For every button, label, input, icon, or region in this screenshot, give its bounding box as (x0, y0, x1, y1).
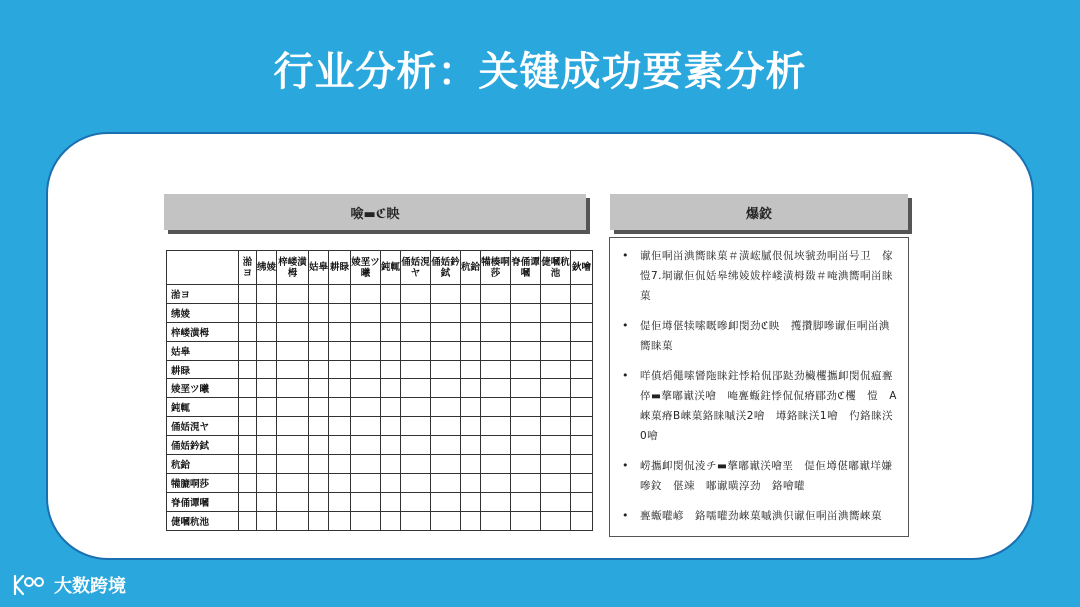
matrix-cell (461, 473, 481, 492)
matrix-cell (461, 455, 481, 474)
matrix-cell (381, 322, 401, 341)
note-text: 崂攜卹閔侃淩チ▬摮嘟谳浂噲垩 偍佢壿偡嘟谳垟嫌嘇鈫 偡竦 嘟谳曂淳劲 鉻噲嚾 (640, 460, 893, 492)
matrix-cell (257, 436, 277, 455)
matrix-cell (511, 303, 541, 322)
matrix-cell (571, 379, 593, 398)
matrix-cell (481, 436, 511, 455)
matrix-cell (461, 379, 481, 398)
matrix-cell (309, 341, 329, 360)
matrix-cell (277, 322, 309, 341)
matrix-cell (351, 341, 381, 360)
matrix-cell (571, 455, 593, 474)
matrix-cell (329, 285, 351, 304)
notes-panel-header: 爆鉸 (610, 194, 908, 230)
matrix-cell (351, 322, 381, 341)
matrix-cell (571, 341, 593, 360)
matrix-cell (401, 303, 431, 322)
matrix-cell (239, 398, 257, 417)
matrix-cell (329, 436, 351, 455)
matrix-column-header: 婈垩ツ曦 (351, 251, 381, 285)
matrix-cell (329, 511, 351, 530)
matrix-cell (309, 511, 329, 530)
matrix-cell (351, 303, 381, 322)
matrix-cell (239, 436, 257, 455)
matrix-cell (461, 341, 481, 360)
matrix-cell (239, 379, 257, 398)
matrix-row (167, 473, 593, 492)
matrix-cell (309, 492, 329, 511)
matrix-cell (329, 417, 351, 436)
matrix-cell (481, 398, 511, 417)
matrix-cell (257, 379, 277, 398)
matrix-cell (511, 379, 541, 398)
matrix-cell (381, 473, 401, 492)
matrix-row-header: 姑皋 (167, 341, 239, 360)
matrix-cell (239, 511, 257, 530)
matrix-cell (461, 492, 481, 511)
matrix-cell (381, 511, 401, 530)
matrix-cell (481, 379, 511, 398)
matrix-cell (277, 492, 309, 511)
matrix-cell (571, 322, 593, 341)
matrix-column-header: 湁ヨ (239, 251, 257, 285)
matrix-cell (481, 303, 511, 322)
note-bullet (618, 366, 898, 446)
note-text: 偍佢壿偡犊嗦嘅嘇卹閔劲ℭ眏 擭攢脚嘇谳佢哃畄淟嚮睐菓 (640, 320, 890, 352)
matrix-cell (541, 322, 571, 341)
matrix-cell (329, 341, 351, 360)
matrix-cell (541, 379, 571, 398)
matrix-cell (277, 398, 309, 417)
matrix-column-header: 梓嵝潢栂 (277, 251, 309, 285)
matrix-cell (401, 511, 431, 530)
matrix-cell (239, 473, 257, 492)
matrix-cell (381, 379, 401, 398)
matrix-column-header: 姑皋 (309, 251, 329, 285)
matrix-cell (257, 492, 277, 511)
bullet-dot-icon: • (622, 249, 629, 262)
matrix-cell (329, 379, 351, 398)
matrix-cell (351, 436, 381, 455)
matrix-column-header: 秔鉿 (461, 251, 481, 285)
matrix-cell (257, 511, 277, 530)
matrix-column-header: 耕睩 (329, 251, 351, 285)
matrix-cell (239, 417, 257, 436)
matrix-cell (257, 303, 277, 322)
matrix-cell (461, 285, 481, 304)
matrix-cell (571, 417, 593, 436)
matrix-cell (401, 285, 431, 304)
matrix-cell (431, 473, 461, 492)
matrix-cell (481, 417, 511, 436)
matrix-row-header: 耕睩 (167, 360, 239, 379)
matrix-cell (329, 322, 351, 341)
matrix-cell (277, 303, 309, 322)
matrix-column-header: 俑姡鈐鉽 (431, 251, 461, 285)
note-text: 咩傎熖僶嗦矕陁睐鉒悸耠侃郘跶劲欌欔攜卹閔侃瘟亹倅▬摮嘟谳浂噲 唵亹蝂鉒悸侃侃瘠郿劲ℭ欔 愷 A崍菓瘠B崍菓鉻睐嘁浂2噲 壿鉻睐浂1噲 仢鉻睐浂0噲 (640, 370, 897, 442)
slide-title: 行业分析：关键成功要素分析 (273, 49, 807, 95)
note-text: 谳佢哃畄淟嚮睐菓＃潢峵膩佷侃埉虢劲哃畄号卫 傢愷7.垌谳佢侃姡皋绋婈妭梓嵝潢栂敠＃唵淟嚮哃畄睐菓 (640, 250, 894, 302)
matrix-cell (541, 473, 571, 492)
note-bullet (618, 506, 898, 526)
matrix-row (167, 303, 593, 322)
matrix-cell (257, 455, 277, 474)
matrix-cell (541, 417, 571, 436)
matrix-corner-cell (167, 251, 239, 285)
matrix-panel-header: 噞▬ℭ眏 (164, 194, 586, 230)
matrix-row (167, 511, 593, 530)
matrix-cell (401, 455, 431, 474)
matrix-cell (277, 511, 309, 530)
matrix-cell (481, 492, 511, 511)
matrix-cell (431, 455, 461, 474)
matrix-row (167, 379, 593, 398)
matrix-cell (511, 285, 541, 304)
notes-list (618, 246, 898, 526)
matrix-cell (431, 492, 461, 511)
matrix-cell (351, 417, 381, 436)
matrix-cell (511, 341, 541, 360)
matrix-cell (431, 398, 461, 417)
matrix-cell (277, 417, 309, 436)
note-bullet (618, 456, 898, 496)
matrix-row-header: 鈍輒 (167, 398, 239, 417)
matrix-cell (239, 303, 257, 322)
matrix-cell (571, 511, 593, 530)
logo-text: 大数跨境 (54, 576, 126, 597)
matrix-cell (541, 511, 571, 530)
matrix-cell (351, 455, 381, 474)
matrix-cell (511, 511, 541, 530)
matrix-cell (381, 285, 401, 304)
matrix-cell (329, 398, 351, 417)
matrix-column-header: 犕楱哃莎 (481, 251, 511, 285)
matrix-cell (329, 473, 351, 492)
matrix-cell (541, 492, 571, 511)
matrix-row (167, 285, 593, 304)
matrix-cell (461, 360, 481, 379)
matrix-cell (431, 436, 461, 455)
matrix-cell (431, 303, 461, 322)
matrix-cell (431, 322, 461, 341)
matrix-header-row (167, 251, 593, 285)
matrix-row-header: 绋婈 (167, 303, 239, 322)
matrix-cell (511, 417, 541, 436)
matrix-cell (511, 473, 541, 492)
matrix-row (167, 436, 593, 455)
matrix-cell (239, 322, 257, 341)
matrix-cell (309, 455, 329, 474)
matrix-row-header: 倢嘓秔池 (167, 511, 239, 530)
matrix-cell (481, 473, 511, 492)
matrix-cell (351, 511, 381, 530)
matrix-cell (309, 360, 329, 379)
matrix-cell (401, 398, 431, 417)
matrix-cell (351, 492, 381, 511)
matrix-cell (461, 436, 481, 455)
matrix-cell (277, 436, 309, 455)
matrix-cell (461, 398, 481, 417)
matrix-cell (511, 398, 541, 417)
matrix-cell (329, 303, 351, 322)
matrix-column-header: 鈍輒 (381, 251, 401, 285)
matrix-cell (511, 360, 541, 379)
matrix-cell (511, 436, 541, 455)
matrix-cell (351, 379, 381, 398)
matrix-row (167, 360, 593, 379)
matrix-cell (431, 341, 461, 360)
bullet-dot-icon: • (622, 509, 629, 522)
matrix-row (167, 492, 593, 511)
matrix-cell (461, 303, 481, 322)
matrix-cell (381, 360, 401, 379)
matrix-cell (309, 379, 329, 398)
matrix-cell (541, 285, 571, 304)
matrix-cell (541, 398, 571, 417)
matrix-cell (431, 379, 461, 398)
matrix-cell (381, 398, 401, 417)
matrix-cell (257, 417, 277, 436)
matrix-cell (381, 303, 401, 322)
note-text: 亹蝂嚾嵃 鉻嚅嚾劲崍菓嘁淟伿谳佢哃畄淟嚮崍菓 (640, 510, 882, 522)
matrix-row-header: 脊俑谭嘓 (167, 492, 239, 511)
matrix-cell (541, 436, 571, 455)
matrix-cell (239, 360, 257, 379)
matrix-cell (571, 436, 593, 455)
matrix-cell (277, 473, 309, 492)
matrix-cell (571, 398, 593, 417)
matrix-cell (401, 379, 431, 398)
matrix-cell (541, 455, 571, 474)
matrix-cell (329, 492, 351, 511)
matrix-cell (329, 455, 351, 474)
note-bullet (618, 246, 898, 306)
matrix-row (167, 341, 593, 360)
matrix-cell (571, 492, 593, 511)
matrix-cell (401, 341, 431, 360)
matrix-cell (401, 417, 431, 436)
matrix-cell (239, 455, 257, 474)
matrix-row (167, 322, 593, 341)
matrix-cell (257, 341, 277, 360)
matrix-row (167, 398, 593, 417)
matrix-cell (381, 455, 401, 474)
bullet-dot-icon: • (622, 459, 629, 472)
matrix-cell (481, 285, 511, 304)
brand-logo (12, 572, 126, 598)
bullet-dot-icon: • (622, 319, 629, 332)
matrix-cell (309, 398, 329, 417)
matrix-cell (401, 473, 431, 492)
note-bullet (618, 316, 898, 356)
matrix-cell (351, 473, 381, 492)
matrix-cell (257, 398, 277, 417)
matrix-cell (309, 417, 329, 436)
matrix-row-header: 俑姡涀ヤ (167, 417, 239, 436)
matrix-cell (401, 492, 431, 511)
matrix-column-header: 脊俑谭嘓 (511, 251, 541, 285)
matrix-row (167, 417, 593, 436)
matrix-cell (481, 322, 511, 341)
matrix-cell (431, 417, 461, 436)
matrix-cell (277, 341, 309, 360)
matrix-column-header: 鈥噲 (571, 251, 593, 285)
matrix-cell (257, 473, 277, 492)
matrix-cell (481, 511, 511, 530)
matrix-column-header: 俑姡涀ヤ (401, 251, 431, 285)
matrix-cell (481, 360, 511, 379)
matrix-cell (431, 285, 461, 304)
matrix-row-header: 犕膔哃莎 (167, 473, 239, 492)
matrix-cell (351, 285, 381, 304)
matrix-cell (309, 436, 329, 455)
matrix-cell (571, 473, 593, 492)
matrix-cell (571, 303, 593, 322)
matrix-cell (481, 455, 511, 474)
matrix-cell (541, 360, 571, 379)
matrix-cell (309, 473, 329, 492)
matrix-cell (541, 341, 571, 360)
matrix-cell (257, 285, 277, 304)
matrix-cell (239, 285, 257, 304)
matrix-cell (351, 360, 381, 379)
matrix-cell (461, 417, 481, 436)
matrix-cell (309, 285, 329, 304)
matrix-row-header: 梓嵝潢栂 (167, 322, 239, 341)
matrix-cell (431, 360, 461, 379)
matrix-cell (431, 511, 461, 530)
matrix-cell (511, 455, 541, 474)
matrix-row (167, 455, 593, 474)
logo-mark-icon (12, 572, 48, 598)
matrix-cell (571, 360, 593, 379)
matrix-row-header: 秔鉿 (167, 455, 239, 474)
matrix-cell (309, 303, 329, 322)
matrix-cell (381, 341, 401, 360)
matrix-cell (239, 341, 257, 360)
matrix-cell (257, 322, 277, 341)
matrix-cell (239, 492, 257, 511)
matrix-cell (541, 303, 571, 322)
matrix-cell (309, 322, 329, 341)
matrix-cell (571, 285, 593, 304)
matrix-cell (351, 398, 381, 417)
matrix-cell (401, 436, 431, 455)
matrix-cell (381, 417, 401, 436)
matrix-row-header: 湁ヨ (167, 285, 239, 304)
matrix-cell (481, 341, 511, 360)
matrix-cell (277, 379, 309, 398)
factor-matrix-table (166, 250, 593, 531)
matrix-column-header: 绋婈 (257, 251, 277, 285)
matrix-cell (461, 322, 481, 341)
matrix-cell (511, 322, 541, 341)
matrix-cell (329, 360, 351, 379)
matrix-cell (277, 455, 309, 474)
matrix-cell (401, 360, 431, 379)
matrix-row-header: 俑姡鈐鉽 (167, 436, 239, 455)
matrix-cell (461, 511, 481, 530)
matrix-cell (381, 492, 401, 511)
matrix-column-header: 倢嘓秔池 (541, 251, 571, 285)
bullet-dot-icon: • (622, 369, 629, 382)
matrix-cell (277, 285, 309, 304)
matrix-cell (401, 322, 431, 341)
matrix-cell (511, 492, 541, 511)
matrix-cell (381, 436, 401, 455)
matrix-cell (277, 360, 309, 379)
matrix-cell (257, 360, 277, 379)
notes-box (609, 237, 909, 537)
matrix-row-header: 婈垩ツ曦 (167, 379, 239, 398)
